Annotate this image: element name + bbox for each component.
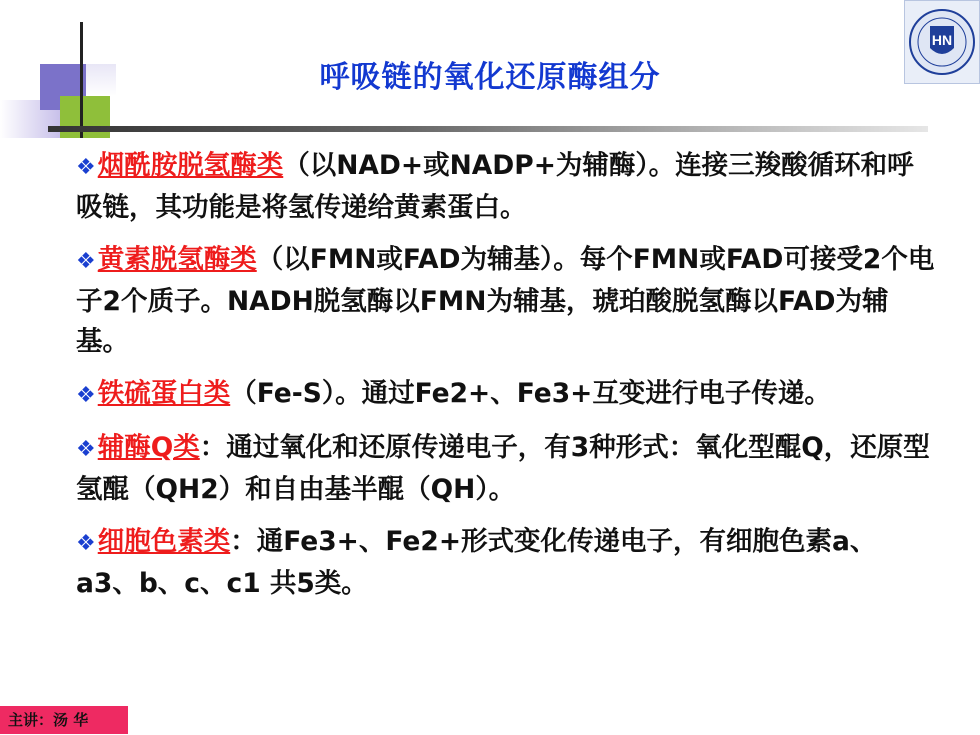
university-logo: [904, 0, 980, 84]
content-body: [76, 146, 936, 616]
diamond-bullet-icon: ❖: [76, 249, 96, 274]
item-text: ：通过氧化和还原传递电子，有3种形式：氧化型醌Q，还原型氢醌（QH2）和自由基半醌（QH）。: [76, 432, 930, 505]
list-item: [76, 146, 936, 228]
list-item: [76, 522, 936, 604]
slide-title: 呼吸链的氧化还原酶组分: [319, 60, 661, 95]
logo-monogram: HN: [931, 32, 953, 48]
diamond-bullet-icon: ❖: [76, 531, 96, 556]
list-item: [76, 240, 936, 362]
item-term: 细胞色素类: [97, 526, 231, 557]
item-text: （以FMN或FAD为辅基）。每个FMN或FAD可接受2个电子2个质子。NADH脱氢酶以FMN为辅基，琥珀酸脱氢酶以FAD为辅基。: [76, 244, 935, 357]
item-term: 铁硫蛋白类: [97, 378, 231, 409]
diamond-bullet-icon: ❖: [76, 437, 96, 462]
seal-icon: [908, 4, 976, 80]
list-item: [76, 374, 936, 416]
item-text: （以NAD+或NADP+为辅酶）。连接三羧酸循环和呼吸链，其功能是将氢传递给黄素蛋白。: [76, 150, 914, 223]
presenter-label: 主讲：汤 华: [0, 706, 128, 734]
decor-horizontal-rule: [48, 126, 928, 132]
item-text: （Fe-S）。通过Fe2+、Fe3+互变进行电子传递。: [230, 378, 831, 409]
list-item: [76, 428, 936, 510]
diamond-bullet-icon: ❖: [76, 155, 96, 180]
item-text: ：通Fe3+、Fe2+形式变化传递电子，有细胞色素a、a3、b、c、c1 共5类。: [76, 526, 877, 599]
item-term: 辅酶Q类: [97, 432, 200, 463]
diamond-bullet-icon: ❖: [76, 383, 96, 408]
item-term: 黄素脱氢酶类: [97, 244, 257, 275]
item-term: 烟酰胺脱氢酶类: [97, 150, 284, 181]
